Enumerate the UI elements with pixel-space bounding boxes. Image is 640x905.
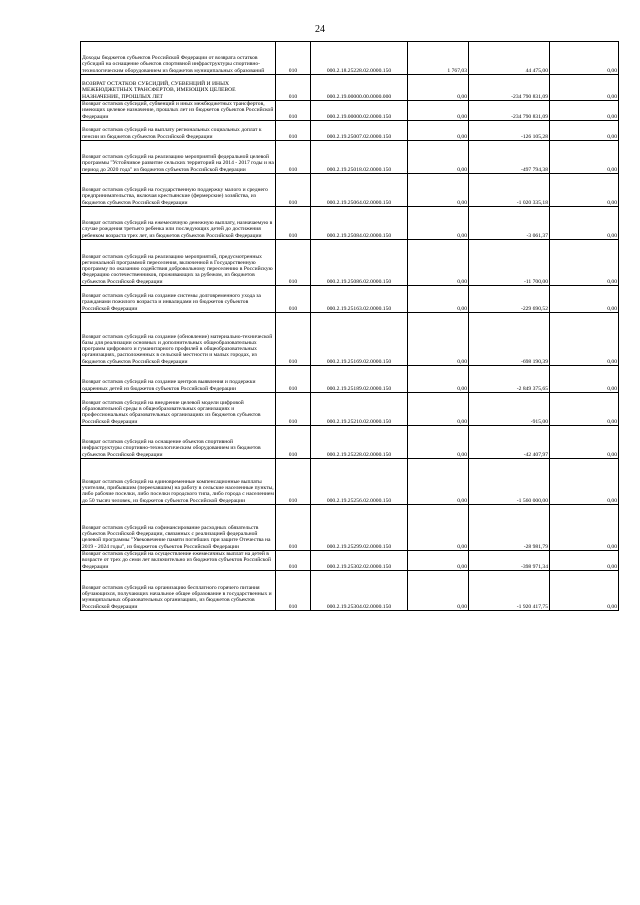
row-code-cell: 010 [276,366,311,393]
row-kbk-cell: 000.2.19.25084.02.0000.150 [311,207,408,240]
row-code-cell: 010 [276,426,311,459]
row-value-a-cell: 0,00 [408,286,469,313]
row-value-a-cell: 0,00 [408,240,469,286]
row-value-b-cell: -915,00 [469,393,550,426]
table-row [81,75,619,101]
report-table-body [81,42,619,611]
row-value-c-cell: 0,00 [550,121,619,141]
row-code-cell: 010 [276,141,311,174]
row-name-cell: Возврат остатков субсидий на единовременные компенсационные выплаты учителям, прибывшим (переехавшим) на работу в сельские населенные пункты, либо рабочие поселки, либо поселки городского типа, либо города с населением до 50 тысяч человек, из бюджетов субъектов Российской Федерации [81,459,276,505]
row-kbk-cell: 000.2.19.25064.02.0000.150 [311,174,408,207]
row-value-b-cell: -234 790 831,09 [469,101,550,121]
row-value-b-cell: -234 790 831,09 [469,75,550,101]
table-row [81,141,619,174]
row-value-b-cell: -2 849 375,65 [469,366,550,393]
row-value-c-cell: 0,00 [550,366,619,393]
table-row [81,121,619,141]
row-code-cell: 010 [276,121,311,141]
row-code-cell: 010 [276,313,311,366]
row-value-c-cell: 0,00 [550,313,619,366]
row-value-c-cell: 0,00 [550,174,619,207]
row-value-b-cell: -42 407,97 [469,426,550,459]
table-row [81,505,619,551]
row-kbk-cell: 000.2.19.25018.02.0000.150 [311,141,408,174]
row-name-cell: Возврат остатков субсидий на осуществление ежемесячных выплат на детей в возрасте от трех до семи лет включительно из бюджетов субъектов Российской Федерации [81,551,276,571]
row-name-cell: Возврат остатков субсидий на оснащение объектов спортивной инфраструктуры спортивно-технологическим оборудованием из бюджетов субъектов Российской Федерации [81,426,276,459]
row-value-b-cell: -497 794,38 [469,141,550,174]
table-row [81,459,619,505]
table-row [81,207,619,240]
row-kbk-cell: 000.2.19.25302.02.0000.150 [311,551,408,571]
row-kbk-cell: 000.2.19.25169.02.0000.150 [311,313,408,366]
row-value-a-cell: 0,00 [408,459,469,505]
row-name-cell: Возврат остатков субсидий на создание центров выявления и поддержки одаренных детей из бюджетов субъектов Российской Федерации [81,366,276,393]
row-value-c-cell: 0,00 [550,393,619,426]
row-code-cell: 010 [276,571,311,611]
row-value-c-cell: 0,00 [550,426,619,459]
table-row [81,551,619,571]
row-code-cell: 010 [276,75,311,101]
row-code-cell: 010 [276,240,311,286]
row-value-a-cell: 0,00 [408,366,469,393]
table-row [81,366,619,393]
row-name-cell: Возврат остатков субсидий на реализацию мероприятий, предусмотренных региональной программой переселения, включенной в Государственную программу по оказанию содействия добровольному переселению в Российскую Федерацию соотечественников, проживающих за рубежом, из бюджетов субъектов Российской Федерации [81,240,276,286]
row-code-cell: 010 [276,459,311,505]
row-name-cell: Доходы бюджетов субъектов Российской Федерации от возврата остатков субсидий на оснащение объектов спортивной инфраструктуры спортивно-технологическим оборудованием из бюджетов муниципальных образований [81,42,276,75]
row-name-cell: Возврат остатков субсидий на выплату региональных социальных доплат к пенсии из бюджетов субъектов Российской Федерации [81,121,276,141]
row-code-cell: 010 [276,42,311,75]
row-kbk-cell: 000.2.19.25228.02.0000.150 [311,426,408,459]
table-row [81,393,619,426]
row-value-a-cell: 0,00 [408,174,469,207]
table-row [81,426,619,459]
row-value-b-cell: -3 061,37 [469,207,550,240]
row-kbk-cell: 000.2.19.25304.02.0000.150 [311,571,408,611]
row-name-cell: Возврат остатков субсидий на государственную поддержку малого и среднего предпринимательства, включая крестьянские (фермерские) хозяйства, из бюджетов субъектов Российской Федерации [81,174,276,207]
row-code-cell: 010 [276,551,311,571]
table-row [81,42,619,75]
row-value-a-cell: 1 767,03 [408,42,469,75]
row-kbk-cell: 000.2.19.25299.02.0000.150 [311,505,408,551]
row-value-c-cell: 0,00 [550,571,619,611]
table-row [81,313,619,366]
row-value-a-cell: 0,00 [408,393,469,426]
row-value-b-cell: -229 690,52 [469,286,550,313]
report-table [80,41,619,611]
table-row [81,240,619,286]
row-name-cell: Возврат остатков субсидий на создание системы долговременного ухода за гражданами пожилого возраста и инвалидами из бюджетов субъектов Российской Федерации [81,286,276,313]
row-name-cell: Возврат остатков субсидий, субвенций и иных межбюджетных трансфертов, имеющих целевое назначение, прошлых лет из бюджетов субъектов Российской Федерации [81,101,276,121]
row-value-b-cell: -28 981,79 [469,505,550,551]
row-value-a-cell: 0,00 [408,551,469,571]
row-value-a-cell: 0,00 [408,207,469,240]
row-value-b-cell: -398 971,34 [469,551,550,571]
row-kbk-cell: 000.2.19.25256.02.0000.150 [311,459,408,505]
row-value-c-cell: 0,00 [550,141,619,174]
row-code-cell: 010 [276,101,311,121]
row-value-b-cell: -11 700,00 [469,240,550,286]
row-kbk-cell: 000.2.19.25210.02.0000.150 [311,393,408,426]
row-name-cell: ВОЗВРАТ ОСТАТКОВ СУБСИДИЙ, СУБВЕНЦИЙ И ИНЫХ МЕЖБЮДЖЕТНЫХ ТРАНСФЕРТОВ, ИМЕЮЩИХ ЦЕЛЕВОЕ НАЗНАЧЕНИЕ, ПРОШЛЫХ ЛЕТ [81,75,276,101]
row-value-a-cell: 0,00 [408,75,469,101]
row-code-cell: 010 [276,505,311,551]
row-value-a-cell: 0,00 [408,101,469,121]
row-kbk-cell: 000.2.19.25189.02.0000.150 [311,366,408,393]
row-value-c-cell: 0,00 [550,551,619,571]
table-row [81,571,619,611]
row-value-c-cell: 0,00 [550,75,619,101]
page-number: 24 [315,24,325,35]
row-kbk-cell: 000.2.19.25163.02.0000.150 [311,286,408,313]
row-value-c-cell: 0,00 [550,101,619,121]
row-kbk-cell: 000.2.19.00000.00.0000.000 [311,75,408,101]
row-value-b-cell: -698 190,39 [469,313,550,366]
row-kbk-cell: 000.2.19.00000.02.0000.150 [311,101,408,121]
row-value-a-cell: 0,00 [408,505,469,551]
row-value-a-cell: 0,00 [408,313,469,366]
table-row [81,286,619,313]
row-value-b-cell: -1 920 417,75 [469,571,550,611]
row-value-a-cell: 0,00 [408,121,469,141]
row-value-b-cell: -1 020 335,18 [469,174,550,207]
row-name-cell: Возврат остатков субсидий на софинансирование расходных обязательств субъектов Российской Федерации, связанных с реализацией федеральной целевой программы "Увековечение памяти погибших при защите Отечества на 2019 - 2024 годы", из бюджетов субъектов Российской Федерации [81,505,276,551]
row-code-cell: 010 [276,174,311,207]
row-value-c-cell: 0,00 [550,286,619,313]
row-kbk-cell: 000.2.19.25086.02.0000.150 [311,240,408,286]
row-code-cell: 010 [276,207,311,240]
row-name-cell: Возврат остатков субсидий на ежемесячную денежную выплату, назначаемую в случае рождения третьего ребенка или последующих детей до достижения ребенком возраста трех лет, из бюджетов субъектов Российской Федерации [81,207,276,240]
row-kbk-cell: 000.2.18.25228.02.0000.150 [311,42,408,75]
row-value-c-cell: 0,00 [550,240,619,286]
row-value-b-cell: 44 475,00 [469,42,550,75]
row-value-a-cell: 0,00 [408,571,469,611]
row-name-cell: Возврат остатков субсидий на создание (обновление) материально-технической базы для реализации основных и дополнительных общеобразовательных программ цифрового и гуманитарного профилей в общеобразовательных организациях, расположенных в сельской местности и малых городах, из бюджетов субъектов Российской Федерации [81,313,276,366]
table-row [81,101,619,121]
row-name-cell: Возврат остатков субсидий на внедрение целевой модели цифровой образовательной среды в общеобразовательных организациях и профессиональных образовательных организациях из бюджетов субъектов Российской Федерации [81,393,276,426]
row-value-a-cell: 0,00 [408,141,469,174]
row-value-b-cell: -126 105,28 [469,121,550,141]
row-value-b-cell: -1 560 000,00 [469,459,550,505]
row-code-cell: 010 [276,286,311,313]
row-value-c-cell: 0,00 [550,42,619,75]
row-value-a-cell: 0,00 [408,426,469,459]
row-value-c-cell: 0,00 [550,459,619,505]
row-value-c-cell: 0,00 [550,207,619,240]
row-name-cell: Возврат остатков субсидий на организацию бесплатного горячего питания обучающихся, получающих начальное общее образование в государственных и муниципальных образовательных организациях, из бюджетов субъектов Российской Федерации [81,571,276,611]
row-value-c-cell: 0,00 [550,505,619,551]
row-name-cell: Возврат остатков субсидий на реализацию мероприятий федеральной целевой программы "Устойчивое развитие сельских территорий на 2014 - 2017 годы и на период до 2020 года" из бюджетов субъектов Российской Федерации [81,141,276,174]
table-row [81,174,619,207]
row-kbk-cell: 000.2.19.25007.02.0000.150 [311,121,408,141]
row-code-cell: 010 [276,393,311,426]
